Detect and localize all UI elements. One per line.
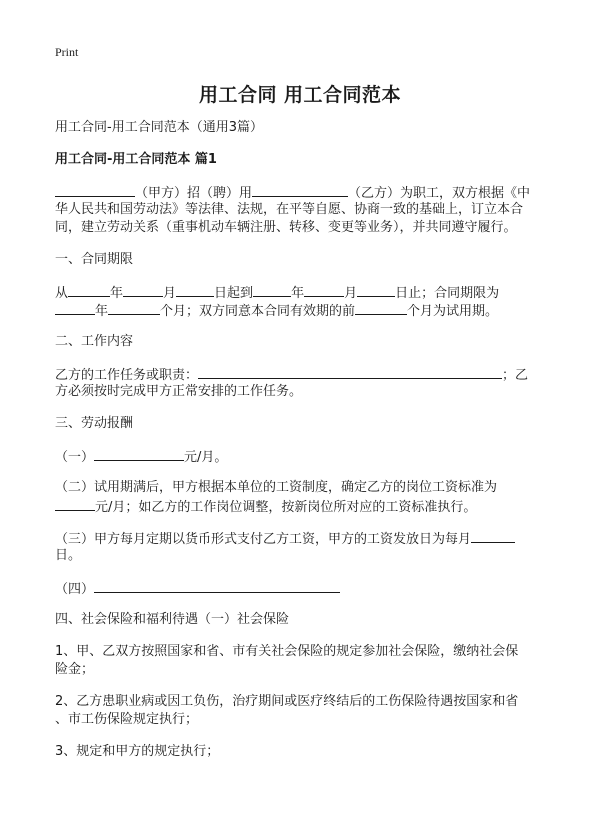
section-2-heading: 二、工作内容 bbox=[55, 334, 134, 349]
salary-item-1-suffix: 元/月。 bbox=[184, 450, 228, 465]
insurance-p3-line-1: 3、规定和甲方的规定执行； bbox=[55, 744, 220, 759]
insurance-p2-line-1: 2、乙方患职业病或因工负伤，治疗期间或医疗终结后的工伤保险待遇按国家和省 bbox=[55, 694, 519, 709]
term-month-text: 月 bbox=[163, 286, 177, 301]
document-title: 用工合同 用工合同范本 bbox=[198, 84, 402, 106]
salary-item-3-line-1 bbox=[55, 529, 515, 549]
term-from-text: 从 bbox=[55, 286, 69, 301]
intro-party-b-text: （乙方）为职工，双方根据《中 bbox=[348, 186, 531, 201]
blank-item-4 bbox=[94, 579, 340, 593]
intro-line-2: 华人民共和国劳动法》等法律、法规，在平等自愿、协商一致的基础上，订立本合 bbox=[55, 202, 524, 217]
blank-party-a bbox=[55, 183, 135, 197]
section-4-heading: 四、社会保险和福利待遇（一）社会保险 bbox=[55, 612, 290, 627]
blank-duties bbox=[198, 365, 502, 379]
salary-item-3-line-2: 日。 bbox=[55, 548, 82, 563]
term-day-to-text: 日止；合同期限为 bbox=[395, 286, 500, 301]
insurance-p1-line-2: 险金； bbox=[55, 662, 95, 677]
blank-start-year bbox=[68, 283, 110, 297]
term-day-from-text: 日起到 bbox=[214, 286, 254, 301]
term-end-year-text: 年 bbox=[291, 286, 305, 301]
salary-item-4 bbox=[55, 579, 340, 599]
duties-end-text: ；乙 bbox=[502, 368, 529, 383]
term-line-1 bbox=[55, 283, 499, 303]
salary-item-1-prefix: （一） bbox=[55, 450, 95, 465]
blank-end-day bbox=[357, 283, 395, 297]
duties-label: 乙方的工作任务或职责： bbox=[55, 368, 199, 383]
blank-start-month bbox=[123, 283, 163, 297]
insurance-p2-line-2: 、市工伤保险规定执行； bbox=[55, 712, 199, 727]
blank-pay-day bbox=[471, 529, 515, 543]
section-heading: 用工合同-用工合同范本 篇1 bbox=[55, 152, 217, 167]
insurance-p1-line-1: 1、甲、乙双方按照国家和省、市有关社会保险的规定参加社会保险，缴纳社会保 bbox=[55, 644, 519, 659]
salary-item-1 bbox=[55, 447, 227, 467]
intro-line-3: 同，建立劳动关系（重事机动车辆注册、转移、变更等业务），并共同遵守履行。 bbox=[55, 220, 517, 235]
print-link[interactable]: Print bbox=[55, 45, 79, 59]
document-subtitle: 用工合同-用工合同范本（通用3篇） bbox=[55, 120, 263, 135]
term-end-month-text: 月 bbox=[344, 286, 358, 301]
duties-line-2: 方必须按时完成甲方正常安排的工作任务。 bbox=[55, 384, 303, 399]
blank-salary-amount bbox=[94, 447, 184, 461]
blank-party-b bbox=[252, 183, 348, 197]
blank-post-salary bbox=[55, 497, 95, 511]
blank-end-year bbox=[253, 283, 291, 297]
blank-term-months bbox=[108, 301, 160, 315]
term-years-text: 年 bbox=[95, 304, 109, 319]
salary-item-2-line-1: （二）试用期满后，甲方根据本单位的工资制度，确定乙方的岗位工资标准为 bbox=[55, 480, 498, 495]
term-months-text: 个月；双方同意本合同有效期的前 bbox=[160, 304, 356, 319]
section-1-heading: 一、合同期限 bbox=[55, 252, 134, 267]
salary-item-4-prefix: （四） bbox=[55, 582, 95, 597]
term-line-2 bbox=[55, 301, 498, 321]
salary-item-3-text: （三）甲方每月定期以货币形式支付乙方工资，甲方的工资发放日为每月 bbox=[55, 532, 472, 547]
blank-trial-months bbox=[355, 301, 407, 315]
blank-start-day bbox=[176, 283, 214, 297]
salary-item-2-line-2 bbox=[55, 497, 476, 517]
blank-term-years bbox=[55, 301, 95, 315]
salary-item-2-suffix: 元/月；如乙方的工作岗位调整，按新岗位所对应的工资标准执行。 bbox=[95, 500, 477, 515]
term-year-text: 年 bbox=[110, 286, 124, 301]
trial-period-text: 个月为试用期。 bbox=[407, 304, 499, 319]
intro-party-a-text: （甲方）招（聘）用 bbox=[135, 186, 253, 201]
duties-line-1 bbox=[55, 365, 528, 385]
blank-end-month bbox=[304, 283, 344, 297]
intro-line-1 bbox=[55, 183, 530, 203]
section-3-heading: 三、劳动报酬 bbox=[55, 416, 134, 431]
